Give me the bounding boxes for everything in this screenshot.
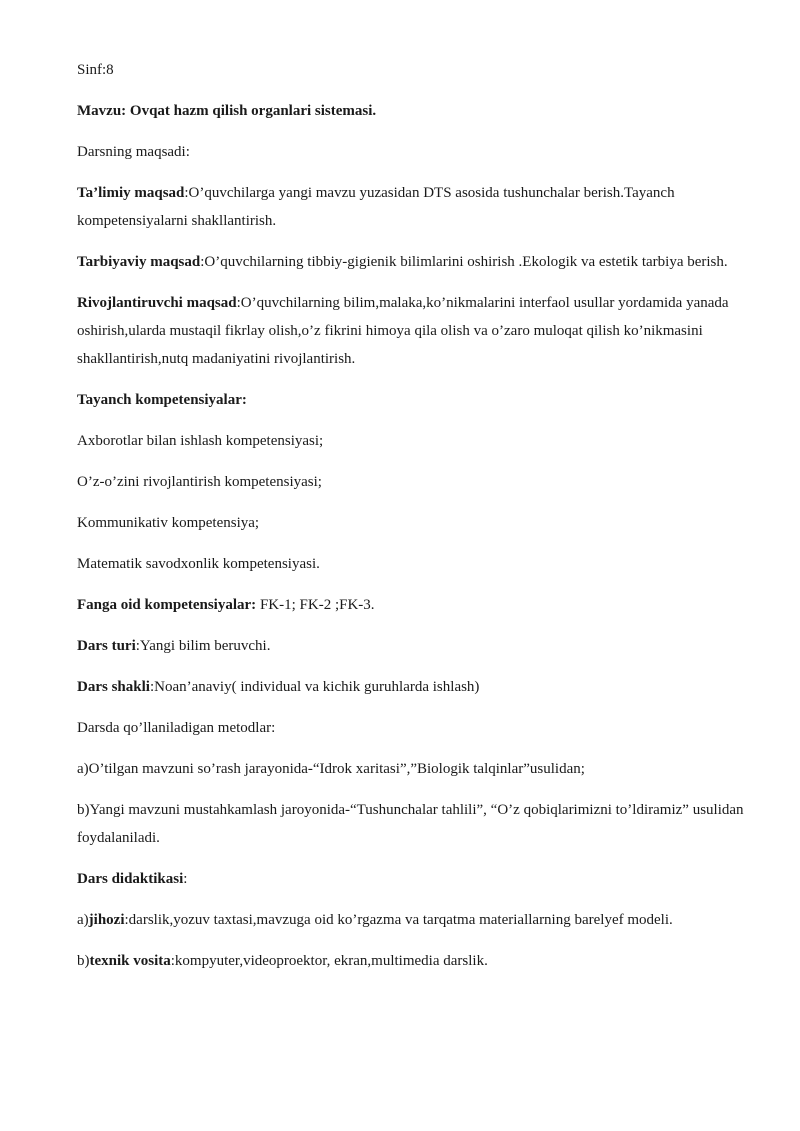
- didactics-label: Dars didaktikasi: [77, 871, 184, 887]
- lesson-type-text: :Yangi bilim beruvchi.: [135, 638, 271, 654]
- lesson-type: [77, 632, 757, 660]
- upbringing-goal: [77, 248, 757, 276]
- core-competencies-heading-text: Tayanch kompetensiyalar:: [77, 392, 247, 408]
- lesson-form-label: Dars shakli: [77, 679, 150, 695]
- technical-means-text: :kompyuter,videoproektor, ekran,multimedia darslik.: [170, 953, 488, 969]
- method-b: b)Yangi mavzuni mustahkamlash jaroyonida-“Tushunchalar tahlili”, “O’z qobiqlarimizni to’ldiramiz” usulidan foydalaniladi.: [77, 802, 744, 846]
- subject-competencies: [77, 591, 757, 619]
- developmental-goal-text: :O’quvchilarning bilim,malaka,ko’nikmalarini interfaol usullar yordamida yanada oshirish,ularda mustaqil fikrlay olish,o’z fikrini himoya qila olish va o’zaro muloqat qilish ko’nikmasini shakllantirish,nutq madaniyatini rivojlantirish.: [77, 295, 729, 367]
- developmental-goal-label: Rivojlantiruvchi maqsad: [77, 295, 237, 311]
- methods-heading: Darsda qo’llaniladigan metodlar:: [77, 720, 276, 736]
- educational-goal-label: Ta’limiy maqsad: [77, 185, 185, 201]
- upbringing-goal-text: :O’quvchilarning tibbiy-gigienik bilimlarini oshirish .Ekologik va estetik tarbiya berish.: [200, 254, 728, 270]
- topic-line: [77, 97, 757, 125]
- document-page: [77, 56, 757, 988]
- competency-item: Kommunikativ kompetensiya;: [77, 515, 260, 531]
- technical-means-label: texnik vosita: [89, 953, 171, 969]
- core-competencies-heading: [77, 386, 757, 414]
- didactics-text: :: [183, 871, 188, 887]
- technical-means-prefix: b): [77, 953, 90, 969]
- topic-text: Mavzu: Ovqat hazm qilish organlari sistemasi.: [77, 103, 377, 119]
- educational-goal: [77, 179, 757, 235]
- lesson-type-label: Dars turi: [77, 638, 136, 654]
- technical-means-line: [77, 947, 757, 975]
- educational-goal-text: :O’quvchilarga yangi mavzu yuzasidan DTS asosida tushunchalar berish.Tayanch kompetensiyalarni shakllantirish.: [77, 185, 675, 229]
- equipment-line: [77, 906, 757, 934]
- competency-item: O’z-o’zini rivojlantirish kompetensiyasi;: [77, 474, 322, 490]
- upbringing-goal-label: Tarbiyaviy maqsad: [77, 254, 201, 270]
- subject-competencies-label: Fanga oid kompetensiyalar:: [77, 597, 257, 613]
- method-a: a)O’tilgan mavzuni so’rash jarayonida-“Idrok xaritasi”,”Biologik talqinlar”usulidan;: [77, 761, 585, 777]
- didactics: [77, 865, 757, 893]
- lesson-goals-heading: Darsning maqsadi:: [77, 144, 190, 160]
- equipment-prefix: a): [77, 912, 89, 928]
- equipment-text: :darslik,yozuv taxtasi,mavzuga oid ko’rgazma va tarqatma materiallarning barelyef modeli.: [124, 912, 673, 928]
- developmental-goal: [77, 289, 757, 373]
- competency-item: Matematik savodxonlik kompetensiyasi.: [77, 556, 320, 572]
- subject-competencies-text: FK-1; FK-2 ;FK-3.: [256, 597, 375, 613]
- lesson-form-text: :Noan’anaviy( individual va kichik guruhlarda ishlash): [149, 679, 480, 695]
- equipment-label: jihozi: [88, 912, 125, 928]
- competency-item: Axborotlar bilan ishlash kompetensiyasi;: [77, 433, 324, 449]
- lesson-form: [77, 673, 757, 701]
- grade-line: Sinf:8: [77, 62, 114, 78]
